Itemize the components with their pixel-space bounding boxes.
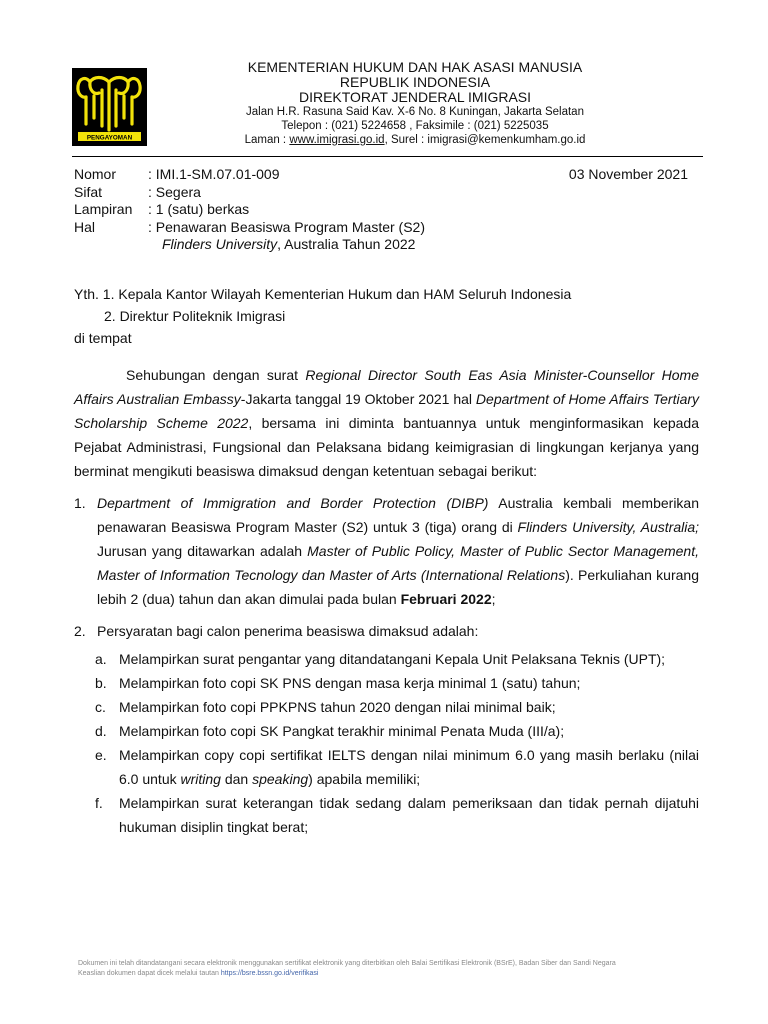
- footer-line-2: [78, 969, 718, 979]
- footer-line-2-text: Keaslian dokumen dapat dicek melalui tautan: [78, 970, 221, 977]
- item2-text: Persyaratan bagi calon penerima beasiswa dimaksud adalah:: [97, 623, 479, 639]
- web-link[interactable]: www.imigrasi.go.id: [289, 134, 385, 146]
- para1-text-3: , bersama ini diminta bantuannya untuk menginformasikan kepada Pejabat Administrasi, Fungsional dan Pelaksana bidang keimigrasian di lingkungan kerjanya yang berminat mengikuti beasiswa dimaksud dengan ketentuan sebagai berikut:: [74, 415, 699, 479]
- meta-sifat: [74, 184, 425, 202]
- hal-value: : Penawaran Beasiswa Program Master (S2): [148, 218, 425, 235]
- req-a-letter: a.: [95, 651, 107, 667]
- req-e-text-3: ) apabila memiliki;: [308, 771, 421, 787]
- requirement-c: [74, 695, 699, 719]
- req-e-letter: e.: [95, 747, 107, 763]
- item1-number: 1.: [74, 495, 86, 511]
- nomor-label: Nomor: [74, 166, 117, 182]
- esign-footer: [78, 959, 718, 979]
- requirement-d: [74, 719, 699, 743]
- req-d-text: Melampirkan foto copi SK Pangkat terakhir minimal Penata Muda (III/a);: [119, 723, 565, 739]
- para1-text-1: Sehubungan dengan surat: [126, 367, 306, 383]
- meta-lampiran: [74, 201, 425, 219]
- country-name: REPUBLIK INDONESIA: [339, 74, 491, 90]
- item1-text-2: Jurusan yang ditawarkan adalah: [97, 543, 308, 559]
- verification-link[interactable]: https://bsre.bssn.go.id/verifikasi: [220, 970, 319, 977]
- hal-label: Hal: [74, 218, 96, 235]
- item1-bold-date: Februari 2022: [400, 591, 492, 607]
- ministry-name: KEMENTERIAN HUKUM DAN HAK ASASI MANUSIA: [247, 59, 583, 75]
- requirement-b: [74, 671, 699, 695]
- banyan-tree-icon: [72, 68, 147, 146]
- addressee-2: 2. Direktur Politeknik Imigrasi: [104, 308, 286, 324]
- para1-italic-2: Department of Home Affairs Tertiary Scholarship Scheme 2022: [74, 391, 700, 431]
- req-b-letter: b.: [95, 675, 107, 691]
- req-e-text-2: dan: [220, 771, 253, 787]
- req-e-text-1: Melampirkan copy copi sertifikat IELTS dengan nilai minimum 6.0 yang masih berlaku (nilai 6.0 untuk: [119, 747, 699, 787]
- letter-body: [74, 363, 699, 839]
- para1-text-2: -Jakarta tanggal 19 Oktober 2021 hal: [240, 391, 476, 407]
- footer-line-1: Dokumen ini telah ditandatangani secara elektronik menggunakan sertifikat elektronik yang diterbitkan oleh Balai Sertifikasi Elektronik (BSrE), Badan Siber dan Sandi Negara: [78, 960, 616, 967]
- letter-date: 03 November 2021: [568, 166, 688, 182]
- addressee-place: di tempat: [74, 330, 132, 346]
- office-web-line: [150, 133, 680, 147]
- lampiran-label: Lampiran: [74, 201, 133, 217]
- lampiran-value: : 1 (satu) berkas: [148, 201, 250, 217]
- requirement-a: [74, 647, 699, 671]
- req-e-italic-1: writing: [180, 771, 221, 787]
- item2-number: 2.: [74, 623, 86, 639]
- opening-paragraph: [74, 363, 699, 483]
- meta-hal-line2: [74, 236, 425, 254]
- sifat-value: : Segera: [148, 183, 201, 200]
- letterhead: [150, 60, 680, 147]
- directorate-name: DIREKTORAT JENDERAL IMIGRASI: [298, 89, 532, 105]
- office-address: Jalan H.R. Rasuna Said Kav. X-6 No. 8 Kuningan, Jakarta Selatan: [246, 106, 584, 118]
- addressee-1: Yth. 1. Kepala Kantor Wilayah Kementerian Hukum dan HAM Seluruh Indonesia: [74, 286, 572, 302]
- email-text: , Surel : imigrasi@kemenkumham.go.id: [384, 134, 586, 146]
- nomor-value: : IMI.1-SM.07.01-009: [148, 166, 280, 182]
- requirements-list: [74, 647, 699, 839]
- req-b-text: Melampirkan foto copi SK PNS dengan masa kerja minimal 1 (satu) tahun;: [119, 675, 581, 691]
- req-e-italic-2: speaking: [252, 771, 309, 787]
- requirement-f: [74, 791, 699, 839]
- req-f-letter: f.: [95, 795, 103, 811]
- hal-university: Flinders University: [162, 236, 278, 252]
- requirement-e: [74, 743, 699, 791]
- item1-italic-2: Flinders University, Australia;: [517, 519, 700, 535]
- list-item-2: [74, 619, 699, 643]
- list-item-1: [74, 491, 699, 611]
- req-c-text: Melampirkan foto copi PPKPNS tahun 2020 dengan nilai minimal baik;: [119, 699, 556, 715]
- meta-hal: [74, 219, 425, 237]
- sifat-label: Sifat: [74, 183, 103, 200]
- para1-italic-1: Regional Director South Eas Asia Minister-Counsellor Home Affairs Australian Embassy: [74, 367, 699, 407]
- meta-nomor: [74, 166, 425, 184]
- req-d-letter: d.: [95, 723, 107, 739]
- office-phone: Telepon : (021) 5224658 , Faksimile : (021) 5225035: [281, 120, 549, 132]
- item1-italic-1: Department of Immigration and Border Protection (DIBP): [97, 495, 489, 511]
- item1-text-1: Australia kembali memberikan penawaran Beasiswa Program Master (S2) untuk 3 (tiga) orang di: [97, 495, 700, 535]
- req-f-text: Melampirkan surat keterangan tidak sedang dalam pemeriksaan dan tidak pernah dijatuhi hukuman disiplin tingkat berat;: [119, 795, 699, 835]
- req-c-letter: c.: [95, 699, 106, 715]
- req-a-text: Melampirkan surat pengantar yang ditandatangani Kepala Unit Pelaksana Teknis (UPT);: [119, 651, 666, 667]
- addressees: [74, 283, 571, 349]
- logo-text: PENGAYOMAN: [86, 134, 133, 142]
- hal-rest: , Australia Tahun 2022: [277, 236, 416, 252]
- item1-italic-3: Master of Public Policy, Master of Public Sector Management, Master of Information Tecnology dan Master of Arts (International Relations: [97, 543, 699, 583]
- web-label: Laman :: [244, 134, 290, 146]
- item1-text-3: ). Perkuliahan kurang lebih 2 (dua) tahun dan akan dimulai pada bulan: [97, 567, 699, 607]
- letter-meta: [74, 166, 425, 254]
- item1-text-4: ;: [491, 591, 496, 607]
- header-divider: [72, 156, 703, 157]
- pengayoman-logo: [72, 68, 147, 146]
